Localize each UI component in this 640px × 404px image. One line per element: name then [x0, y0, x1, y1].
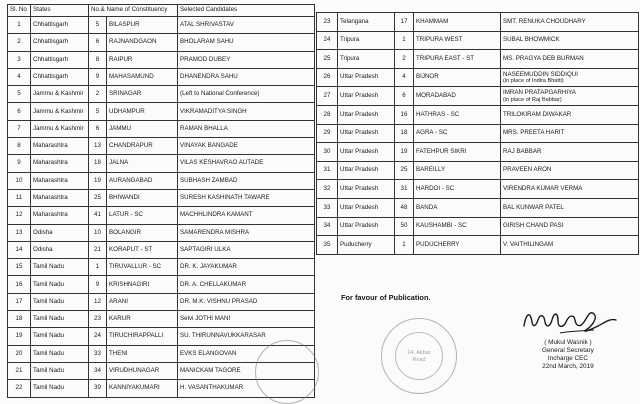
- cell-constituency-no: 25: [395, 161, 414, 180]
- cell-sl-no: 4: [8, 68, 31, 85]
- cell-sl-no: 16: [8, 276, 31, 293]
- table-row: [8, 155, 315, 172]
- candidate-note: (in place of Indira Bhatti): [503, 77, 564, 84]
- table-row: [8, 86, 315, 103]
- cell-candidate: SU. THIRUNNAVUKKARASAR: [178, 328, 315, 345]
- cell-constituency-no: 31: [395, 180, 414, 199]
- cell-candidate: DR. A. CHELLAKUMAR: [178, 276, 315, 293]
- table-row: [317, 13, 639, 32]
- header-sl-no: Sl. No: [8, 5, 31, 17]
- cell-candidate: Selvi JOTHI MANI: [178, 311, 315, 328]
- signatory-role: Incharge CEC: [547, 355, 588, 362]
- cell-candidate: ATAL SHRIVASTAV: [178, 17, 315, 34]
- cell-sl-no: 15: [8, 259, 31, 276]
- cell-candidate: TRILOKIRAM DIWAKAR: [501, 105, 639, 124]
- cell-constituency-no: 18: [395, 124, 414, 143]
- cell-constituency-name: TIRUVALLUR - SC: [107, 259, 178, 276]
- cell-candidate: BAL KUNWAR PATEL: [501, 198, 639, 217]
- cell-state: Uttar Pradesh: [338, 124, 395, 143]
- cell-sl-no: 18: [8, 311, 31, 328]
- cell-candidate: DHANENDRA SAHU: [178, 68, 315, 85]
- header-candidates: Selected Candidates: [178, 5, 315, 17]
- cell-constituency-name: KORAPUT - ST: [107, 241, 178, 258]
- signature-block: [542, 339, 594, 371]
- cell-sl-no: 7: [8, 120, 31, 137]
- cell-state: Uttar Pradesh: [338, 87, 395, 106]
- cell-constituency-no: 25: [89, 189, 107, 206]
- cell-state: Tamil Nadu: [31, 380, 89, 397]
- cell-constituency-name: VIRUDHUNAGAR: [107, 362, 178, 379]
- cell-candidate: DR. M.K. VISHNU PRASAD: [178, 293, 315, 310]
- cell-state: Odisha: [31, 224, 89, 241]
- cell-sl-no: 29: [317, 124, 338, 143]
- cell-constituency-name: MAHASAMUND: [107, 68, 178, 85]
- cell-state: Uttar Pradesh: [338, 68, 395, 87]
- cell-sl-no: 27: [317, 87, 338, 106]
- table-row: [8, 51, 315, 68]
- table-row: [8, 259, 315, 276]
- table-row: [8, 189, 315, 206]
- cell-candidate: MRS. PREETA HARIT: [501, 124, 639, 143]
- stamp-address: [402, 350, 436, 363]
- cell-sl-no: 23: [317, 13, 338, 32]
- cell-constituency-name: RAIPUR: [107, 51, 178, 68]
- cell-constituency-name: KARUR: [107, 311, 178, 328]
- cell-constituency-name: HATHRAS - SC: [414, 105, 501, 124]
- cell-constituency-no: 39: [89, 380, 107, 397]
- table-row: [317, 31, 639, 50]
- cell-sl-no: 35: [317, 236, 338, 255]
- cell-constituency-name: KAUSHAMBI - SC: [414, 217, 501, 236]
- cell-state: Tamil Nadu: [31, 293, 89, 310]
- cell-candidate: VINAYAK BANGADE: [178, 138, 315, 155]
- left-candidate-table: [7, 4, 315, 398]
- cell-state: Uttar Pradesh: [338, 143, 395, 162]
- cell-candidate: BHOLARAM SAHU: [178, 34, 315, 51]
- cell-constituency-name: TRIPURA WEST: [414, 31, 501, 50]
- cell-constituency-no: 19: [89, 172, 107, 189]
- cell-constituency-name: ARANI: [107, 293, 178, 310]
- cell-constituency-no: 1: [89, 259, 107, 276]
- cell-state: Maharashtra: [31, 172, 89, 189]
- table-row: [8, 241, 315, 258]
- cell-constituency-no: 4: [395, 68, 414, 87]
- cell-constituency-name: BHIWANDI: [107, 189, 178, 206]
- header-constituency: No.& Name of Constituency: [89, 5, 178, 17]
- cell-state: Chhattisgarh: [31, 34, 89, 51]
- cell-constituency-no: 5: [89, 17, 107, 34]
- cell-constituency-name: THENI: [107, 345, 178, 362]
- cell-state: Tamil Nadu: [31, 362, 89, 379]
- cell-candidate: MS. PRAGYA DEB BURMAN: [501, 50, 639, 69]
- table-row: [8, 120, 315, 137]
- cell-state: Uttar Pradesh: [338, 217, 395, 236]
- cell-state: Tamil Nadu: [31, 328, 89, 345]
- cell-state: Telangana: [338, 13, 395, 32]
- table-row: [8, 328, 315, 345]
- cell-candidate: [501, 87, 639, 106]
- cell-sl-no: 3: [8, 51, 31, 68]
- cell-sl-no: 12: [8, 207, 31, 224]
- signatory-name: ( Mukul Wasnik ): [544, 339, 592, 346]
- cell-candidate: VIRENDRA KUMAR VERMA: [501, 180, 639, 199]
- cell-constituency-no: 18: [89, 155, 107, 172]
- table-row: [317, 198, 639, 217]
- table-row: [8, 34, 315, 51]
- cell-state: Uttar Pradesh: [338, 161, 395, 180]
- cell-constituency-name: RAJNANDGAON: [107, 34, 178, 51]
- table-row: [8, 138, 315, 155]
- signatory-title: General Secretary: [542, 347, 594, 354]
- signature-date: 22nd March, 2019: [542, 363, 594, 370]
- cell-sl-no: 11: [8, 189, 31, 206]
- cell-candidate: VIKRAMADITYA SINGH: [178, 103, 315, 120]
- cell-sl-no: 13: [8, 224, 31, 241]
- office-stamp-center: [381, 318, 457, 394]
- cell-sl-no: 21: [8, 362, 31, 379]
- cell-constituency-no: 9: [89, 276, 107, 293]
- cell-sl-no: 32: [317, 180, 338, 199]
- cell-constituency-name: SRINAGAR: [107, 86, 178, 103]
- table-row: [8, 207, 315, 224]
- table-row: [317, 161, 639, 180]
- cell-state: Tripura: [338, 50, 395, 69]
- cell-constituency-no: 6: [89, 34, 107, 51]
- cell-constituency-no: 24: [89, 328, 107, 345]
- cell-constituency-no: 10: [89, 224, 107, 241]
- cell-candidate: MANICKAM TAGORE: [178, 362, 315, 379]
- cell-constituency-no: 1: [395, 31, 414, 50]
- cell-state: Chhattisgarh: [31, 17, 89, 34]
- cell-sl-no: 19: [8, 328, 31, 345]
- cell-constituency-no: 9: [89, 68, 107, 85]
- table-row: [8, 311, 315, 328]
- table-row: [8, 68, 315, 85]
- cell-sl-no: 26: [317, 68, 338, 87]
- handwritten-signature: [520, 300, 620, 340]
- cell-constituency-name: FATEHPUR SIKRI: [414, 143, 501, 162]
- cell-sl-no: 22: [8, 380, 31, 397]
- cell-constituency-name: PUDUCHERRY: [414, 236, 501, 255]
- cell-constituency-no: 34: [89, 362, 107, 379]
- cell-constituency-name: CHANDRAPUR: [107, 138, 178, 155]
- table-row: [317, 68, 639, 87]
- cell-constituency-name: JALNA: [107, 155, 178, 172]
- cell-state: Tamil Nadu: [31, 311, 89, 328]
- cell-candidate: SMT. RENUKA CHOUDHARY: [501, 13, 639, 32]
- table-row: [317, 180, 639, 199]
- cell-candidate: VILAS KESHAVRAO AUTADE: [178, 155, 315, 172]
- cell-constituency-no: 12: [89, 293, 107, 310]
- cell-constituency-no: 2: [395, 50, 414, 69]
- office-stamp-left: [255, 340, 319, 404]
- cell-constituency-no: 16: [395, 105, 414, 124]
- candidate-note: (in place of Raj Babbar): [503, 96, 562, 103]
- cell-state: Tamil Nadu: [31, 259, 89, 276]
- table-row: [8, 103, 315, 120]
- cell-state: Jammu & Kashmir: [31, 120, 89, 137]
- table-row: [317, 217, 639, 236]
- cell-constituency-no: 17: [395, 13, 414, 32]
- cell-constituency-name: HARDOI - SC: [414, 180, 501, 199]
- table-row: [317, 143, 639, 162]
- cell-sl-no: 30: [317, 143, 338, 162]
- cell-candidate: GIRISH CHAND PASI: [501, 217, 639, 236]
- cell-state: Maharashtra: [31, 138, 89, 155]
- header-states: States: [31, 5, 89, 17]
- cell-sl-no: 2: [8, 34, 31, 51]
- cell-constituency-no: 8: [89, 51, 107, 68]
- cell-constituency-no: 41: [89, 207, 107, 224]
- table-header-row: [8, 5, 315, 17]
- cell-constituency-no: 23: [89, 311, 107, 328]
- cell-constituency-name: LATUR - SC: [107, 207, 178, 224]
- stamp-line-2: Road: [412, 356, 426, 363]
- cell-constituency-name: BAREILLY: [414, 161, 501, 180]
- cell-constituency-name: UDHAMPUR: [107, 103, 178, 120]
- cell-state: Jammu & Kashmir: [31, 103, 89, 120]
- cell-constituency-no: 6: [395, 87, 414, 106]
- cell-sl-no: 34: [317, 217, 338, 236]
- table-row: [8, 224, 315, 241]
- cell-sl-no: 9: [8, 155, 31, 172]
- cell-candidate: V. VAITHILINGAM: [501, 236, 639, 255]
- cell-state: Puducherry: [338, 236, 395, 255]
- right-candidate-table: [316, 12, 639, 255]
- cell-constituency-name: BOLANGIR: [107, 224, 178, 241]
- cell-state: Tamil Nadu: [31, 276, 89, 293]
- cell-sl-no: 6: [8, 103, 31, 120]
- cell-constituency-no: 21: [89, 241, 107, 258]
- cell-constituency-no: 33: [89, 345, 107, 362]
- cell-candidate: PRAVEEN ARON: [501, 161, 639, 180]
- cell-constituency-name: BANDA: [414, 198, 501, 217]
- cell-state: Maharashtra: [31, 207, 89, 224]
- cell-state: Tripura: [338, 31, 395, 50]
- cell-candidate: SUBAL BHOWMICK: [501, 31, 639, 50]
- cell-constituency-name: KHAMMAM: [414, 13, 501, 32]
- cell-candidate: (Left to National Conference): [178, 86, 315, 103]
- cell-constituency-name: JAMMU: [107, 120, 178, 137]
- cell-state: Uttar Pradesh: [338, 105, 395, 124]
- table-row: [317, 50, 639, 69]
- cell-state: Uttar Pradesh: [338, 198, 395, 217]
- cell-sl-no: 33: [317, 198, 338, 217]
- cell-candidate: H. VASANTHAKUMAR: [178, 380, 315, 397]
- cell-state: Odisha: [31, 241, 89, 258]
- cell-constituency-name: TRIPURA EAST - ST: [414, 50, 501, 69]
- cell-sl-no: 1: [8, 17, 31, 34]
- cell-constituency-name: AURANGABAD: [107, 172, 178, 189]
- cell-constituency-name: TIRUCHIRAPPALLI: [107, 328, 178, 345]
- cell-state: Tamil Nadu: [31, 345, 89, 362]
- cell-constituency-name: BILASPUR: [107, 17, 178, 34]
- cell-state: Maharashtra: [31, 189, 89, 206]
- table-row: [8, 293, 315, 310]
- cell-sl-no: 25: [317, 50, 338, 69]
- cell-sl-no: 14: [8, 241, 31, 258]
- table-row: [8, 17, 315, 34]
- cell-constituency-name: KANNIYAKUMARI: [107, 380, 178, 397]
- cell-candidate: SAPTAGIRI ULKA: [178, 241, 315, 258]
- cell-constituency-no: 48: [395, 198, 414, 217]
- cell-constituency-no: 1: [395, 236, 414, 255]
- cell-sl-no: 10: [8, 172, 31, 189]
- cell-sl-no: 17: [8, 293, 31, 310]
- cell-constituency-no: 19: [395, 143, 414, 162]
- cell-candidate: RAMAN BHALLA: [178, 120, 315, 137]
- cell-state: Chhattisgarh: [31, 68, 89, 85]
- cell-candidate: [501, 68, 639, 87]
- cell-sl-no: 31: [317, 161, 338, 180]
- cell-candidate: SAMARENDRA MISHRA: [178, 224, 315, 241]
- table-row: [317, 105, 639, 124]
- table-row: [317, 87, 639, 106]
- table-row: [8, 172, 315, 189]
- stamp-line-1: 24, Akbar: [407, 350, 431, 356]
- cell-state: Jammu & Kashmir: [31, 86, 89, 103]
- cell-sl-no: 20: [8, 345, 31, 362]
- cell-sl-no: 8: [8, 138, 31, 155]
- cell-constituency-no: 13: [89, 138, 107, 155]
- cell-sl-no: 28: [317, 105, 338, 124]
- table-row: [8, 276, 315, 293]
- cell-state: Chhattisgarh: [31, 51, 89, 68]
- cell-candidate: RAJ BABBAR: [501, 143, 639, 162]
- cell-candidate: MACHHLINDRA KAMANT: [178, 207, 315, 224]
- cell-state: Maharashtra: [31, 155, 89, 172]
- table-row: [317, 124, 639, 143]
- cell-constituency-no: 5: [89, 103, 107, 120]
- cell-candidate: EVKS ELANGOVAN: [178, 345, 315, 362]
- publication-note: For favour of Publication.: [341, 293, 431, 302]
- table-row: [317, 236, 639, 255]
- candidate-name: NASEEMUDDIN SIDDIQUI: [503, 70, 578, 78]
- cell-sl-no: 5: [8, 86, 31, 103]
- cell-constituency-name: AGRA - SC: [414, 124, 501, 143]
- cell-constituency-no: 50: [395, 217, 414, 236]
- cell-constituency-no: 2: [89, 86, 107, 103]
- cell-candidate: PRAMOD DUBEY: [178, 51, 315, 68]
- cell-constituency-name: KRISHNAGIRI: [107, 276, 178, 293]
- cell-state: Uttar Pradesh: [338, 180, 395, 199]
- cell-constituency-name: BIJNOR: [414, 68, 501, 87]
- cell-candidate: SUBHASH ZAMBAD: [178, 172, 315, 189]
- cell-sl-no: 24: [317, 31, 338, 50]
- cell-constituency-name: MORADABAD: [414, 87, 501, 106]
- cell-candidate: DR. K. JAYAKUMAR: [178, 259, 315, 276]
- cell-candidate: SURESH KASHINATH TAWARE: [178, 189, 315, 206]
- cell-constituency-no: 6: [89, 120, 107, 137]
- candidate-name: IMRAN PRATAPGARHIYA: [503, 89, 576, 97]
